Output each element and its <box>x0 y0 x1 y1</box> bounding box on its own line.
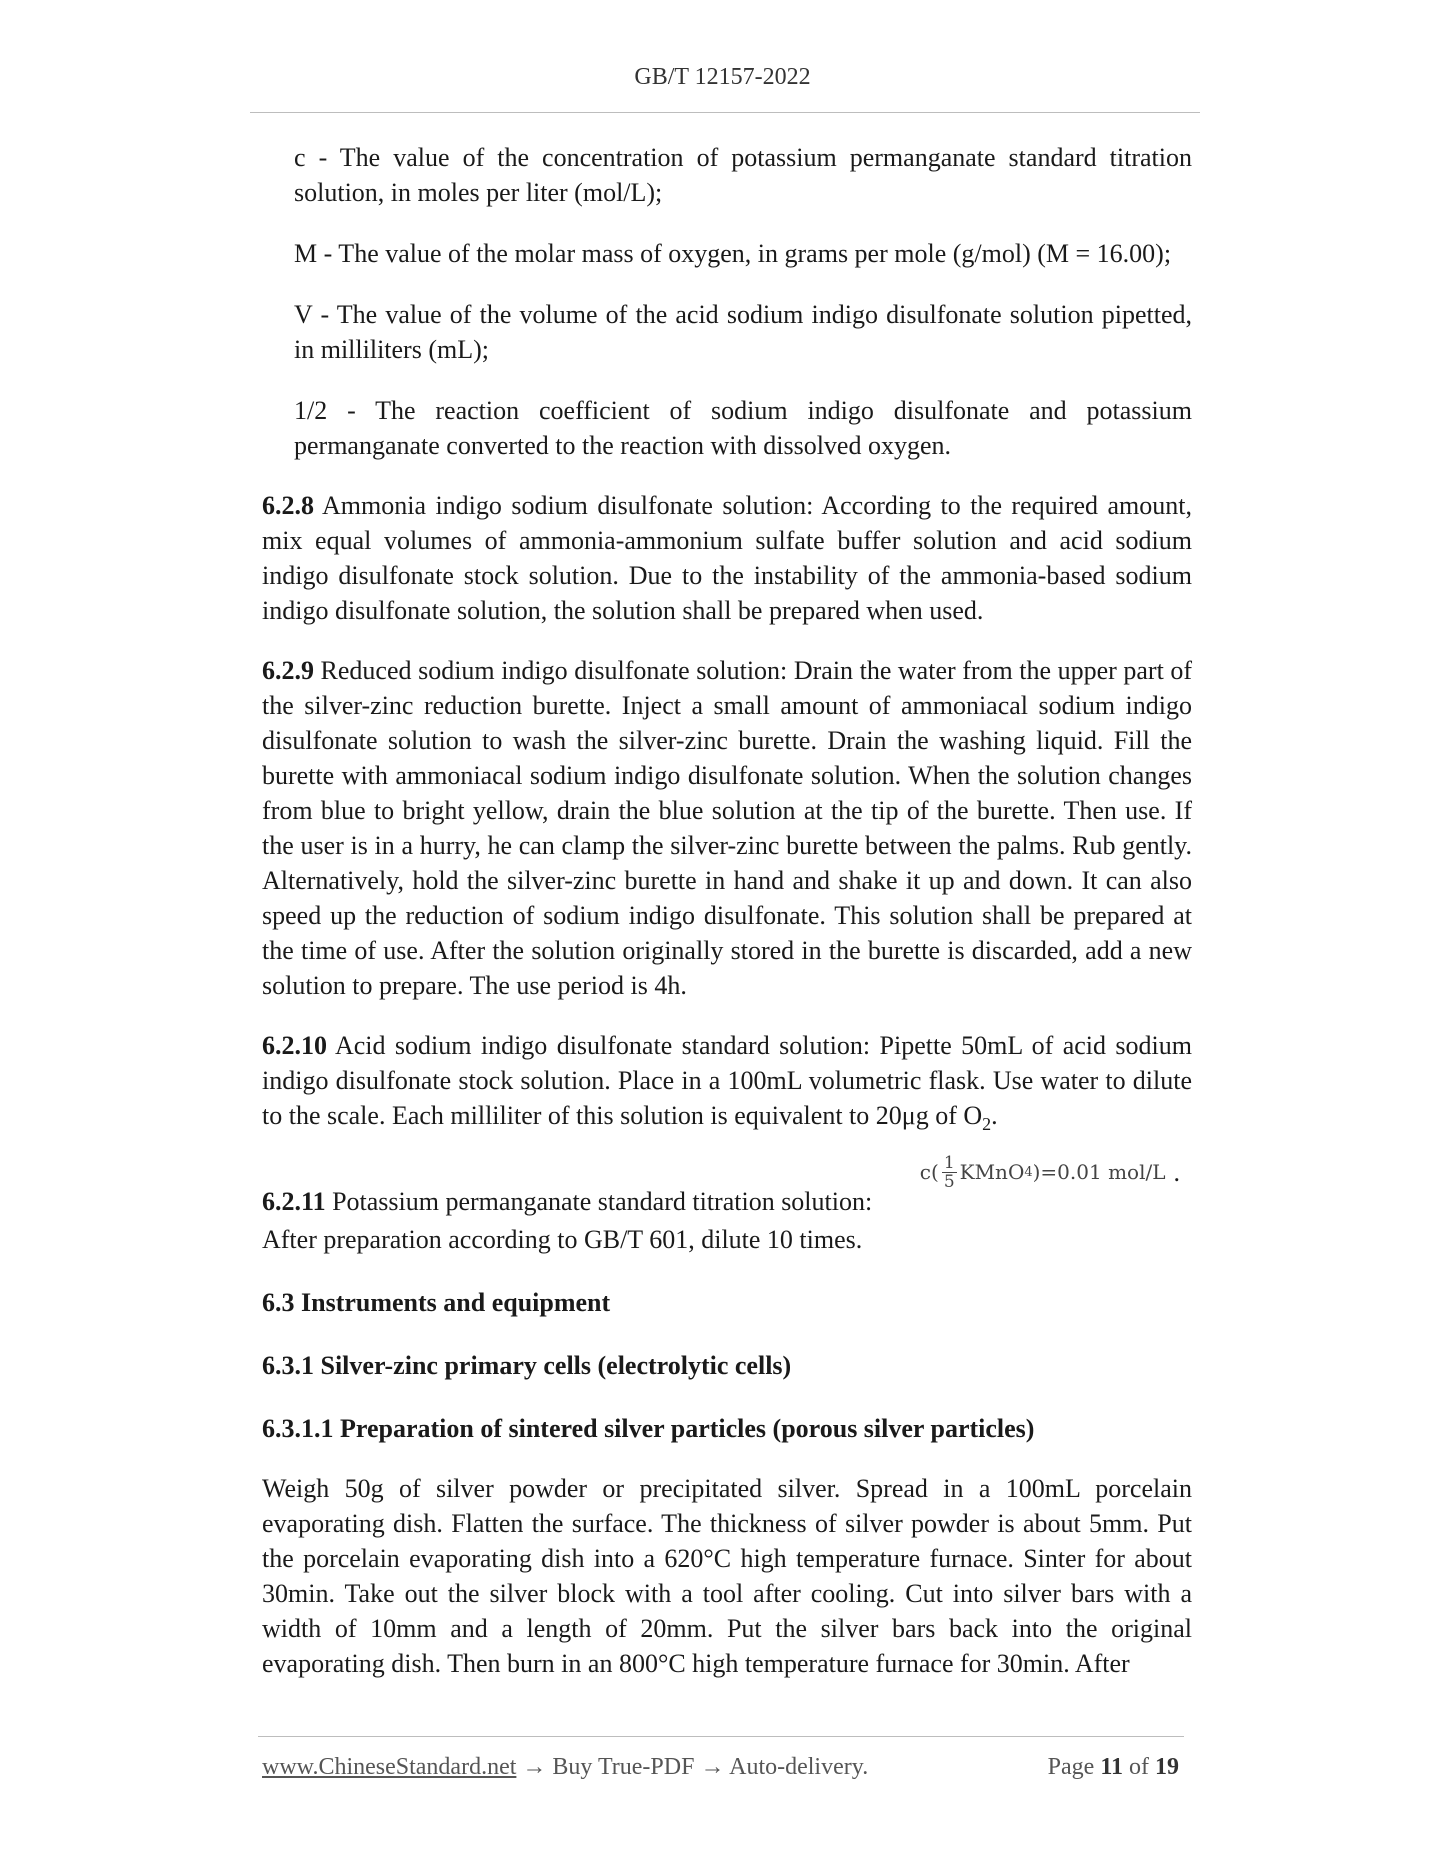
current-page: 11 <box>1100 1754 1123 1780</box>
clause-6-2-8 <box>262 488 1192 628</box>
concentration-formula <box>920 1154 1180 1191</box>
footer-promo <box>262 1754 868 1781</box>
clause-text: Reduced sodium indigo disulfonate solution: Drain the water from the upper part of the silver-zinc reduction burette. Inject a small amount of ammoniacal sodium indigo disulfonate solution to wash the silver-zinc burette. Drain the washing liquid. Fill the burette with ammoniacal sodium indigo disulfonate solution. When the solution changes from blue to bright yellow, drain the blue solution at the tip of the burette. Then use. If the user is in a hurry, he can clamp the silver-zinc burette between the palms. Rub gently. Alternatively, hold the silver-zinc burette in hand and shake it up and down. It can also speed up the reduction of sodium indigo disulfonate. This solution shall be prepared at the time of use. After the solution originally stored in the burette is discarded, add a new solution to prepare. The use period is 4h. <box>262 656 1192 1000</box>
clause-continuation: After preparation according to GB/T 601, dilute 10 times. <box>262 1225 863 1255</box>
formula-body: KMnO <box>959 1160 1025 1185</box>
page-header: GB/T 12157-2022 <box>634 64 811 90</box>
site-link[interactable]: www.ChineseStandard.net <box>262 1754 517 1780</box>
clause-6-2-9 <box>262 653 1192 1003</box>
fraction <box>942 1154 957 1191</box>
clause-end: . <box>1173 1158 1180 1188</box>
clause-text: Potassium permanganate standard titration solution: <box>325 1187 873 1217</box>
heading-6-3-1: 6.3.1 Silver-zinc primary cells (electrolytic cells) <box>262 1351 792 1381</box>
definition-c: c - The value of the concentration of potassium permanganate standard titration solution, in moles per liter (mol/L); <box>294 143 1192 207</box>
promo-text: → Buy True-PDF → Auto-delivery. <box>516 1754 869 1780</box>
o2-subscript: 2 <box>982 1114 992 1135</box>
clause-text: Ammonia indigo sodium disulfonate solution: According to the required amount, mix equal volumes of ammonia-ammonium sulfate buffer solution and acid sodium indigo disulfonate stock solution. Due to the instability of the ammonia-based sodium indigo disulfonate solution, the solution shall be prepared when used. <box>262 491 1192 625</box>
document-body <box>262 140 1192 1681</box>
clause-number: 6.2.8 <box>262 491 314 520</box>
heading-6-3-1-1: 6.3.1.1 Preparation of sintered silver particles (porous silver particles) <box>262 1414 1035 1444</box>
formula-suffix: )=0.01 mol/L <box>1032 1160 1166 1185</box>
clause-number: 6.2.9 <box>262 656 314 685</box>
heading-6-3: 6.3 Instruments and equipment <box>262 1288 611 1318</box>
page-number <box>1048 1754 1179 1781</box>
definition-m: M - The value of the molar mass of oxygen, in grams per mole (g/mol) (M = 16.00); <box>294 239 1172 268</box>
clause-end: . <box>991 1101 998 1130</box>
clause-number: 6.2.11 <box>262 1187 326 1217</box>
clause-6-2-11 <box>262 1153 1192 1257</box>
clause-6-2-10 <box>262 1028 1192 1142</box>
definition-half: 1/2 - The reaction coefficient of sodium indigo disulfonate and potassium permanganate converted to the reaction with dissolved oxygen. <box>294 396 1192 460</box>
formula-prefix: c( <box>919 1160 939 1185</box>
formula-subscript: 4 <box>1024 1165 1033 1181</box>
page-of: of <box>1129 1754 1149 1780</box>
page-label: Page <box>1047 1754 1095 1780</box>
footer-divider <box>258 1736 1184 1737</box>
fraction-numerator: 1 <box>943 1153 955 1174</box>
total-pages: 19 <box>1155 1754 1179 1780</box>
header-divider <box>250 112 1200 113</box>
clause-text: Acid sodium indigo disulfonate standard solution: Pipette 50mL of acid sodium indigo disulfonate stock solution. Place in a 100mL volumetric flask. Use water to dilute to the scale. Each milliliter of this solution is equivalent to 20μg of O <box>262 1031 1192 1130</box>
definition-v: V - The value of the volume of the acid sodium indigo disulfonate solution pipetted, in milliliters (mL); <box>294 300 1192 364</box>
body-paragraph: Weigh 50g of silver powder or precipitated silver. Spread in a 100mL porcelain evaporating dish. Flatten the surface. The thickness of silver powder is about 5mm. Put the porcelain evaporating dish into a 620°C high temperature furnace. Sinter for about 30min. Take out the silver block with a tool after cooling. Cut into silver bars with a width of 10mm and a length of 20mm. Put the silver bars back into the original evaporating dish. Then burn in an 800°C high temperature furnace for 30min. After <box>262 1474 1192 1679</box>
clause-number: 6.2.10 <box>262 1031 327 1060</box>
fraction-denominator: 5 <box>943 1172 955 1193</box>
